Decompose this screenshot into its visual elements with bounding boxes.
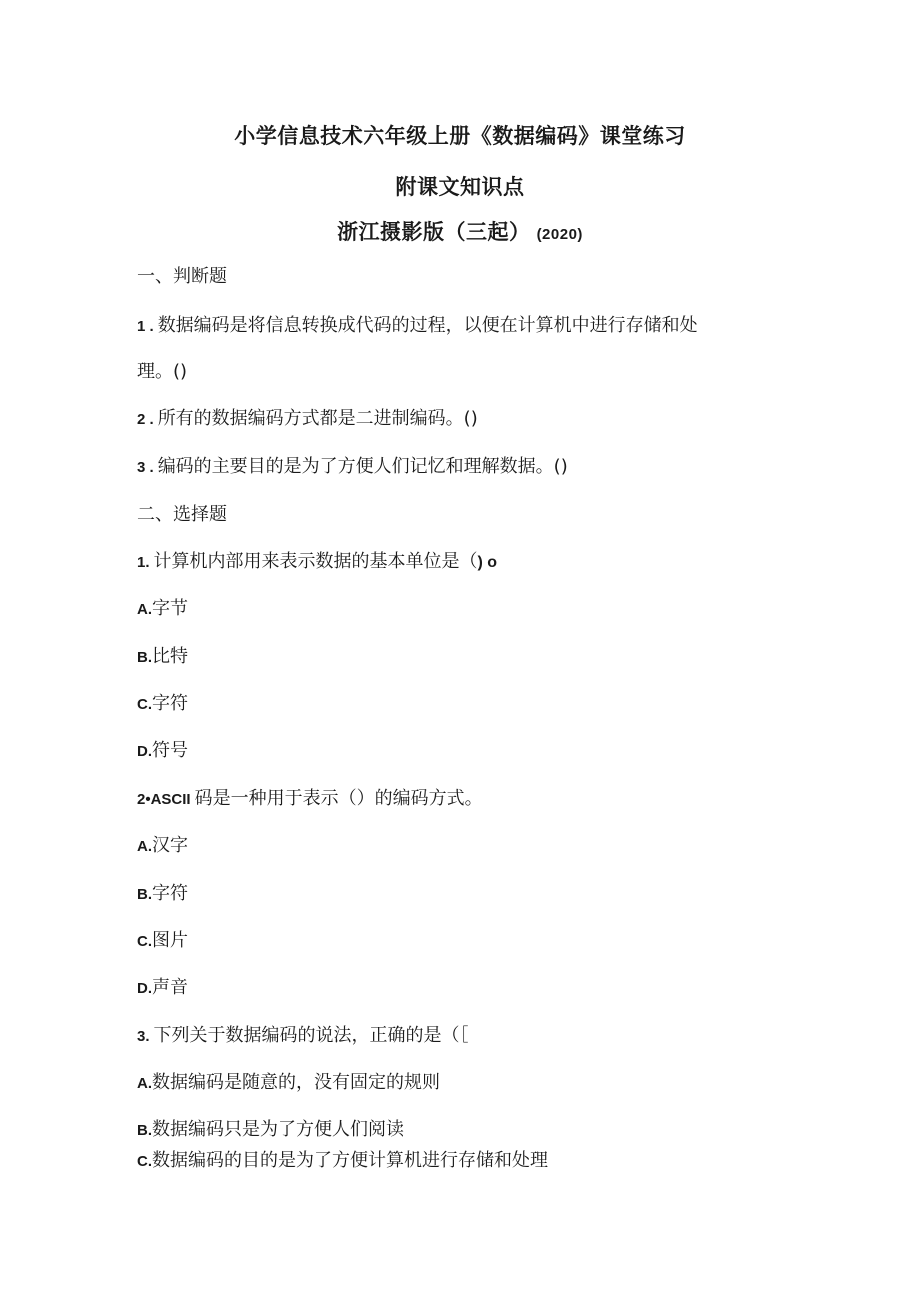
option-letter: A. — [137, 1075, 152, 1092]
mc-q2-option-b — [137, 882, 188, 907]
option-text: 汉字 — [152, 835, 188, 856]
option-text: 符号 — [152, 740, 188, 761]
mc-q3-option-a — [137, 1071, 440, 1096]
question-text: 计算机内部用来表示数据的基本单位是（ — [153, 551, 478, 572]
mc-q1-option-c — [137, 692, 188, 717]
option-text: 字符 — [152, 883, 188, 904]
option-text: 数据编码是随意的，没有固定的规则 — [152, 1072, 440, 1093]
mc-question-3 — [137, 1024, 469, 1049]
mc-q2-option-a — [137, 834, 188, 859]
question-text: 所有的数据编码方式都是二进制编码。() — [157, 408, 478, 429]
document-title: 小学信息技术六年级上册《数据编码》课堂练习 — [234, 124, 686, 148]
option-text: 比特 — [152, 646, 188, 667]
section-heading-true-false: 一、判断题 — [137, 266, 227, 287]
option-letter: D. — [137, 980, 152, 997]
tf-question-2 — [137, 407, 478, 432]
question-number: 2•ASCII — [137, 791, 191, 808]
question-number: 1. — [137, 554, 150, 571]
question-text: 数据编码是将信息转换成代码的过程，以便在计算机中进行存储和处 — [157, 315, 698, 336]
mc-q1-option-d — [137, 739, 188, 764]
question-tail: ) o — [477, 554, 498, 571]
mc-question-1 — [137, 550, 497, 575]
option-text: 字节 — [152, 598, 188, 619]
mc-q1-option-a — [137, 597, 188, 622]
mc-q3-option-c — [137, 1149, 548, 1174]
document-subtitle: 附课文知识点 — [395, 175, 525, 199]
option-letter: A. — [137, 838, 152, 855]
mc-q2-option-d — [137, 976, 188, 1001]
question-number: 3. — [137, 1028, 150, 1045]
question-text: 下列关于数据编码的说法，正确的是（［ — [153, 1025, 469, 1046]
tf-question-1-cont: 理。() — [137, 361, 188, 382]
option-letter: A. — [137, 601, 152, 618]
option-text: 声音 — [152, 977, 188, 998]
tf-question-3 — [137, 455, 568, 480]
edition-year: (2020) — [536, 226, 583, 243]
option-text: 数据编码的目的是为了方便计算机进行存储和处理 — [152, 1150, 548, 1171]
document-edition — [0, 216, 920, 246]
option-letter: B. — [137, 1122, 152, 1139]
option-text: 字符 — [152, 693, 188, 714]
section-heading-multiple-choice: 二、选择题 — [137, 504, 227, 525]
option-letter: B. — [137, 886, 152, 903]
tf-question-1 — [137, 314, 698, 339]
option-letter: C. — [137, 696, 152, 713]
question-text: 编码的主要目的是为了方便人们记忆和理解数据。() — [157, 456, 568, 477]
option-letter: C. — [137, 933, 152, 950]
mc-q1-option-b — [137, 645, 188, 670]
question-text: 码是一种用于表示（）的编码方式。 — [194, 788, 483, 809]
option-text: 图片 — [152, 930, 188, 951]
edition-label: 浙江摄影版（三起） — [337, 220, 531, 244]
mc-q2-option-c — [137, 929, 188, 954]
option-letter: D. — [137, 743, 152, 760]
question-number: 2 . — [137, 411, 154, 428]
mc-q3-option-b — [137, 1118, 404, 1143]
option-letter: B. — [137, 649, 152, 666]
option-letter: C. — [137, 1153, 152, 1170]
option-text: 数据编码只是为了方便人们阅读 — [152, 1119, 404, 1140]
mc-question-2 — [137, 787, 483, 812]
question-number: 3 . — [137, 459, 154, 476]
question-number: 1 . — [137, 318, 154, 335]
